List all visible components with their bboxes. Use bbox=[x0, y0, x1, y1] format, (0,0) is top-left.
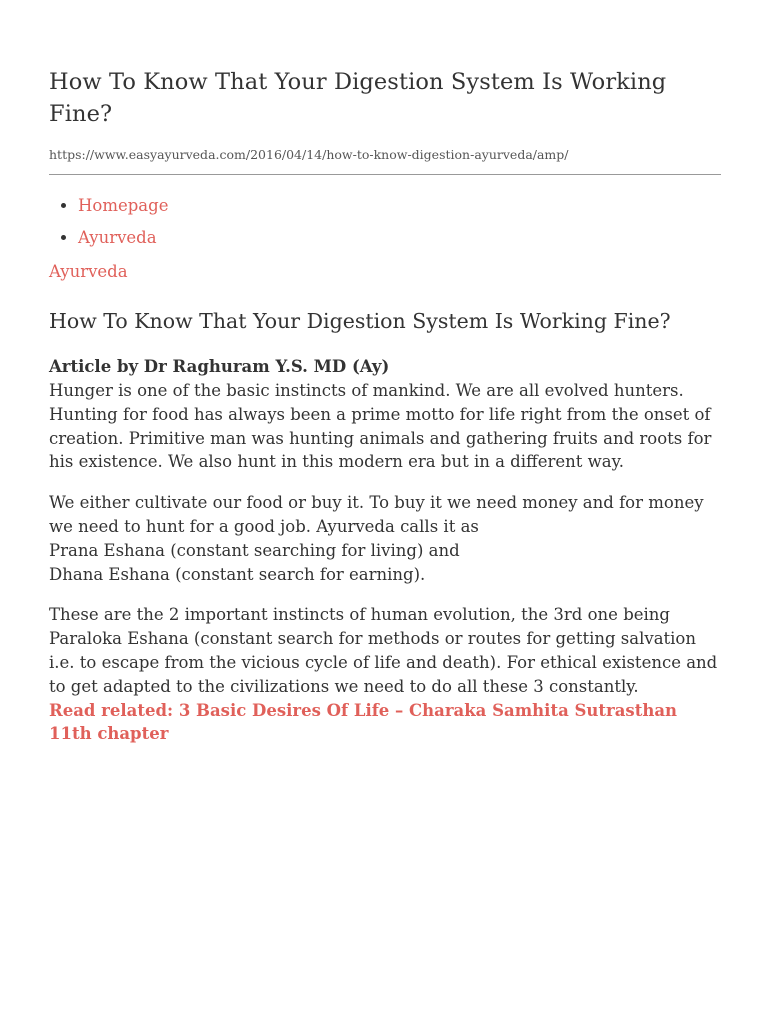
article-paragraph-1: Hunger is one of the basic instincts of mankind. We are all evolved hunters. Hunting for food has always been a prime motto for life right from the onset of creation. Primitive man was hunting animals and gathering fruits and roots for his existence. We also hunt in this modern era but in a different way. bbox=[49, 381, 712, 472]
article-byline: Article by Dr Raghuram Y.S. MD (Ay) bbox=[49, 357, 390, 376]
header-divider bbox=[49, 174, 721, 175]
article-paragraph-3 bbox=[49, 603, 720, 746]
paragraph-2-intro: We either cultivate our food or buy it. To buy it we need money and for money we need to hunt for a good job. Ayurveda calls it as bbox=[49, 493, 704, 536]
paragraph-2-prana: Prana Eshana (constant searching for living) and bbox=[49, 540, 460, 560]
breadcrumb bbox=[49, 194, 720, 250]
ayurveda-breadcrumb-link[interactable]: Ayurveda bbox=[78, 228, 157, 247]
paragraph-3-text: These are the 2 important instincts of human evolution, the 3rd one being Paraloka Eshana (constant search for methods or routes for getting salvation i.e. to escape from the vicious cycle of life and death). For ethical existence and to get adapted to the civilizations we need to do all these 3 constantly. bbox=[49, 605, 718, 696]
print-page-title: How To Know That Your Digestion System Is Working Fine? bbox=[49, 69, 667, 127]
page-url: https://www.easyayurveda.com/2016/04/14/how-to-know-digestion-ayurveda/amp/ bbox=[49, 147, 569, 162]
article-paragraph-2 bbox=[49, 491, 720, 586]
category-link[interactable]: Ayurveda bbox=[49, 262, 128, 281]
breadcrumb-item-homepage bbox=[78, 194, 720, 218]
article-title: How To Know That Your Digestion System Is Working Fine? bbox=[49, 309, 671, 333]
breadcrumb-item-ayurveda bbox=[78, 226, 720, 250]
read-related-link[interactable]: Read related: 3 Basic Desires Of Life – Charaka Samhita Sutrasthan 11th chapter bbox=[49, 700, 678, 744]
homepage-link[interactable]: Homepage bbox=[78, 196, 169, 215]
paragraph-2-dhana: Dhana Eshana (constant search for earning). bbox=[49, 564, 426, 584]
